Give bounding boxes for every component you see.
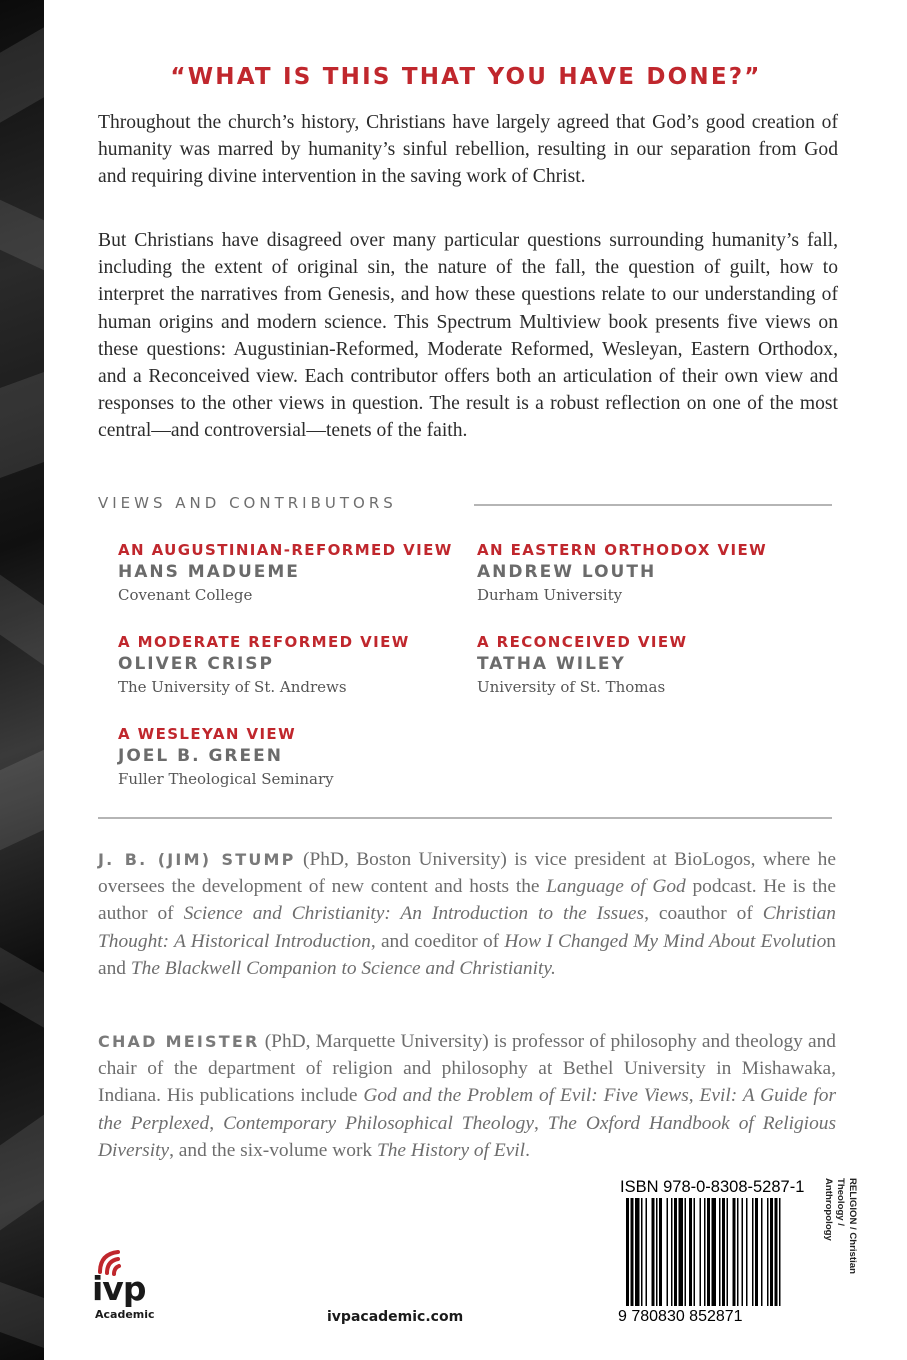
contributor-item [477, 541, 837, 606]
barcode-bar [635, 1198, 640, 1306]
author-bio-stump: J. B. (JIM) STUMP (PhD, Boston University) is vice president at BioLogos, where he oversees the development of new content and hosts the Language of God podcast. He is the author of Science and Christianity: An Introduction to the Issues, coauthor of Christian Thought: A Historical Introduction, and coeditor of How I Changed My Mind About Evolution and The Blackwell Companion to Science and Christianity. [98, 849, 836, 979]
contributor-name: ANDREW LOUTH [477, 562, 657, 582]
barcode-bar [631, 1198, 634, 1306]
contributor-name: OLIVER CRISP [118, 654, 274, 674]
barcode-bar [770, 1198, 773, 1306]
contributor-item [118, 541, 478, 606]
description-paragraph-1: Throughout the church’s history, Christians have largely agreed that God’s good creation of humanity was marred by humanity’s sinful rebellion, resulting in our separation from God and requiring divine intervention in the saving work of Christ. [98, 112, 838, 188]
ivp-academic-logo [92, 1248, 164, 1328]
barcode-bar [779, 1198, 781, 1306]
barcode-bar [775, 1198, 778, 1306]
author-bio-meister: CHAD MEISTER (PhD, Marquette University) is professor of philosophy and theology and chair of the department of religion and philosophy at Bethel University in Mishawaka, Indiana. His publications include God and the Problem of Evil: Five Views, Evil: A Guide for the Perplexed, Contemporary Philosophical Theology, The Oxford Handbook of Religious Diversity, and the six-volume work The History of Evil. [98, 1031, 837, 1161]
logo-wordmark: ivp [92, 1269, 146, 1308]
decorative-side-strip [0, 0, 44, 1360]
barcode-bar [685, 1198, 687, 1306]
barcode-bar [679, 1198, 684, 1306]
contributor-name: TATHA WILEY [477, 654, 626, 674]
barcode-bar [737, 1198, 739, 1306]
description-paragraph-2: But Christians have disagreed over many particular questions surrounding humanity’s fall, including the extent of original sin, the nature of the fall, the question of guilt, how to interpret the narratives from Genesis, and how these questions relate to our understanding of human origins and modern science. This Spectrum Multiview book presents five views on these questions: Augustinian-Reformed, Moderate Reformed, Wesleyan, Eastern Orthodox, and a Reconceived view. Each contributor offers both an articulation of their own view and responses to the other views in question. The result is a robust reflection on one of the most central—and controversial—tenets of the faith. [98, 230, 838, 442]
contributor-view: A MODERATE REFORMED VIEW [118, 633, 410, 651]
contributor-view: AN AUGUSTINIAN-REFORMED VIEW [118, 541, 453, 559]
barcode-bar [752, 1198, 754, 1306]
barcode-bar [746, 1198, 748, 1306]
barcode-bar [707, 1198, 710, 1306]
contributor-view: AN EASTERN ORTHODOX VIEW [477, 541, 768, 559]
barcode-bar [646, 1198, 648, 1306]
barcode-bar [671, 1198, 673, 1306]
barcode-bar [626, 1198, 629, 1306]
contributor-affiliation: University of St. Thomas [477, 678, 666, 696]
barcode-bar [659, 1198, 662, 1306]
author-name: CHAD MEISTER [98, 1032, 260, 1051]
contributor-item [477, 633, 837, 698]
logo-subtitle: Academic [95, 1308, 155, 1321]
isbn-barcode [624, 1198, 814, 1310]
barcode-bar [674, 1198, 677, 1306]
author-name: J. B. (JIM) STUMP [98, 850, 296, 869]
contributor-item [118, 725, 478, 790]
barcode-bar [719, 1198, 721, 1306]
barcode-bar [727, 1198, 729, 1306]
contributor-view: A RECONCEIVED VIEW [477, 633, 688, 651]
contributor-affiliation: Fuller Theological Seminary [118, 770, 334, 788]
barcode-bar [742, 1198, 744, 1306]
contributors-section-heading [98, 494, 832, 516]
category-line: RELIGION / Christian Theology / [835, 1178, 858, 1274]
contributor-name: HANS MADUEME [118, 562, 300, 582]
barcode-bar [656, 1198, 658, 1306]
barcode-bar [704, 1198, 706, 1306]
barcode-bar [689, 1198, 692, 1306]
contributor-view: A WESLEYAN VIEW [118, 725, 297, 743]
barcode-bar [667, 1198, 669, 1306]
barcode-bar [722, 1198, 725, 1306]
contributor-affiliation: Durham University [477, 586, 623, 604]
barcode-bar [761, 1198, 763, 1306]
barcode-bar [712, 1198, 717, 1306]
contributor-item [118, 633, 478, 698]
headline-quote: “WHAT IS THIS THAT YOU HAVE DONE?” [170, 64, 762, 90]
contributor-affiliation: Covenant College [118, 586, 253, 604]
category-line: Anthropology [823, 1178, 834, 1241]
barcode-bar [733, 1198, 736, 1306]
bisac-category [822, 1178, 858, 1308]
barcode-bar [767, 1198, 769, 1306]
section-rule [474, 504, 832, 506]
isbn-label: ISBN 978-0-8308-5287-1 [620, 1178, 805, 1196]
barcode-bar [652, 1198, 655, 1306]
contributor-name: JOEL B. GREEN [118, 746, 283, 766]
barcode-digits: 9 780830 852871 [618, 1308, 743, 1325]
contributor-affiliation: The University of St. Andrews [118, 678, 347, 696]
publisher-website: ivpacademic.com [327, 1309, 464, 1325]
barcode-bar [641, 1198, 643, 1306]
barcode-bar [755, 1198, 758, 1306]
contributors-section-title: VIEWS AND CONTRIBUTORS [98, 494, 397, 512]
barcode-bar [694, 1198, 696, 1306]
barcode-bar [700, 1198, 702, 1306]
bios-divider [98, 817, 832, 819]
